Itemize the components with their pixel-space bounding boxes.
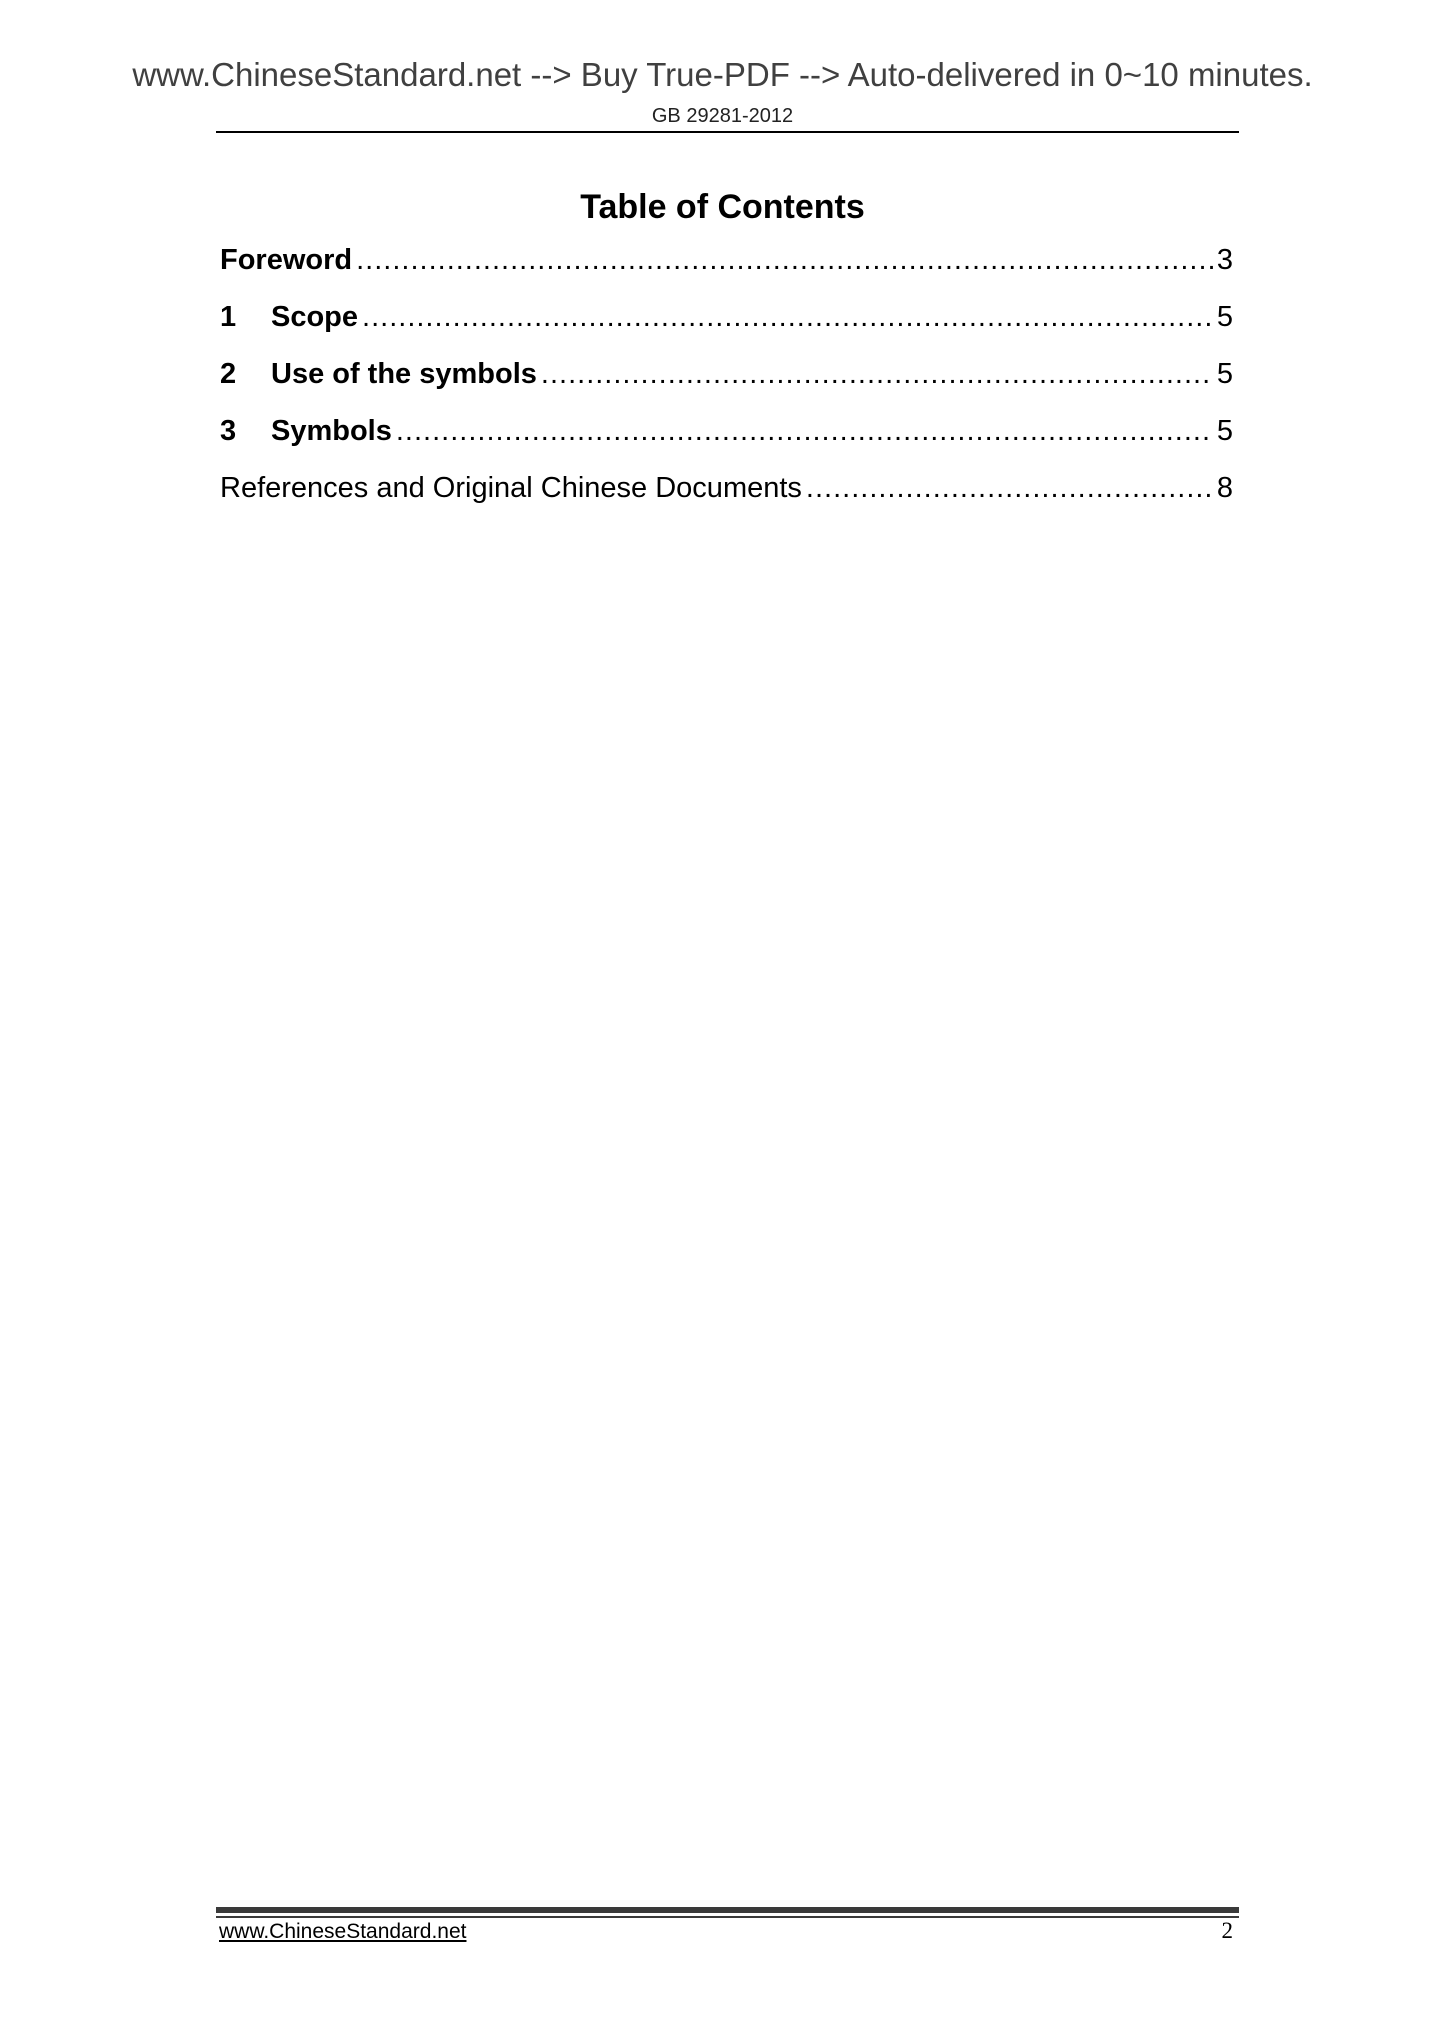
table-of-contents	[220, 244, 1233, 529]
footer-divider-thin	[216, 1916, 1239, 1918]
toc-entry-symbols[interactable]	[220, 415, 1233, 472]
dot-leader	[541, 358, 1213, 391]
toc-entry-number: 2	[220, 358, 237, 390]
page-number: 2	[1221, 1918, 1233, 1943]
toc-entry-page: 5	[1216, 301, 1233, 333]
toc-entry-label: Use of the symbols	[271, 358, 537, 390]
footer-website-link[interactable]: www.ChineseStandard.net	[219, 1920, 467, 1943]
toc-entry-page: 5	[1216, 358, 1233, 390]
toc-entry-page: 3	[1216, 244, 1233, 276]
footer-divider-thick	[216, 1907, 1239, 1913]
toc-entry-foreword[interactable]	[220, 244, 1233, 301]
toc-title: Table of Contents	[580, 188, 865, 226]
toc-entry-label: Symbols	[271, 415, 392, 447]
dot-leader	[362, 301, 1213, 334]
toc-entry-references[interactable]	[220, 472, 1233, 529]
document-code: GB 29281-2012	[651, 105, 794, 127]
toc-entry-number: 3	[220, 415, 237, 447]
dot-leader	[806, 472, 1213, 505]
toc-entry-scope[interactable]	[220, 301, 1233, 358]
header-divider	[216, 131, 1239, 133]
toc-entry-number: 1	[220, 301, 237, 333]
banner-text: www.ChineseStandard.net --> Buy True-PDF --> Auto-delivered in 0~10 minutes.	[132, 56, 1313, 93]
toc-entry-page: 5	[1216, 415, 1233, 447]
toc-entry-label: Scope	[271, 301, 359, 333]
dot-leader	[356, 244, 1213, 277]
toc-entry-label: Foreword	[220, 244, 353, 276]
toc-entry-use-of-symbols[interactable]	[220, 358, 1233, 415]
toc-entry-page: 8	[1216, 472, 1233, 504]
toc-entry-label: References and Original Chinese Documents	[220, 472, 802, 504]
dot-leader	[396, 415, 1213, 448]
